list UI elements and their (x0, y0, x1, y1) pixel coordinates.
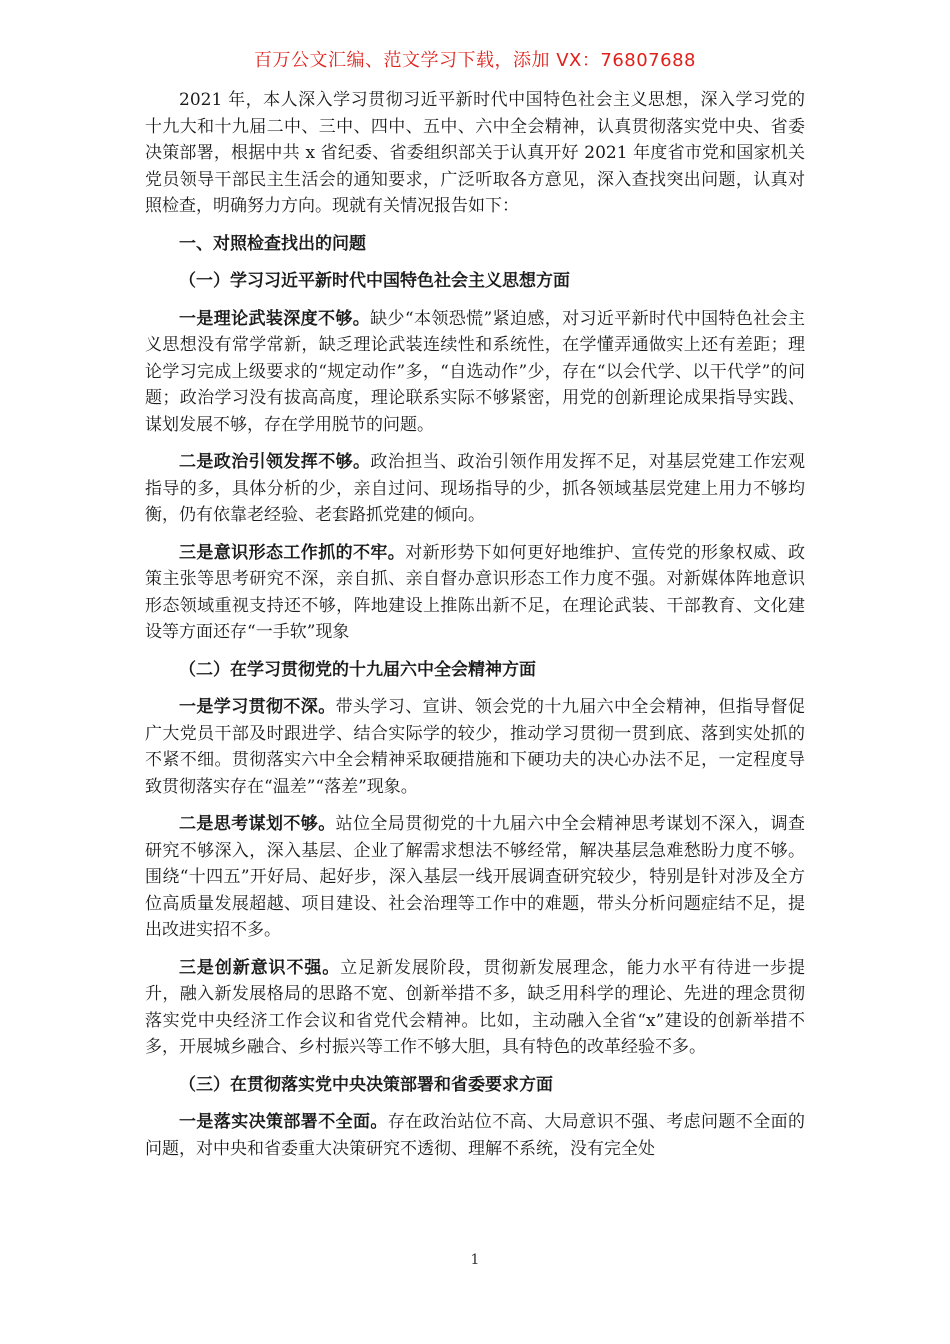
watermark-banner: 百万公文汇编、范文学习下载，添加 VX：76807688 (254, 50, 696, 71)
paragraph-text: 站位全局贯彻党的十九届六中全会精神思考谋划不深入，调查研究不够深入，深入基层、企业了解需求想法不够经常，解决基层急难愁盼力度不够。围绕“十四五”开好局、起好步，深入基层一线开展调查研究较少，特别是针对涉及全方位高质量发展超越、项目建设、社会治理等工作中的难题，带头分析问题症结不足，提出改进实招不多。 (145, 814, 806, 940)
section-heading: 一、对照检查找出的问题 (179, 233, 366, 254)
paragraph-text: 缺少“本领恐慌”紧迫感，对习近平新时代中国特色社会主义思想没有常学常新，缺乏理论武装连续性和系统性，在学懂弄通做实上还有差距；理论学习完成上级要求的“规定动作”多，“自选动作”少，存在“以会代学、以干代学”的问题；政治学习没有拔高高度，理论联系实际不够紧密，用党的创新理论成果指导实践、谋划发展不够，存在学用脱节的问题。 (145, 308, 806, 435)
paragraph-lead: 一是落实决策部署不全面。 (179, 1112, 388, 1132)
document-body (145, 87, 805, 1173)
problem-paragraph (145, 694, 805, 800)
paragraph-lead: 二是思考谋划不够。 (179, 814, 336, 834)
paragraph-text: 立足新发展阶段，贯彻新发展理念，能力水平有待进一步提升，融入新发展格局的思路不宽、创新举措不多，缺乏用科学的理论、先进的理念贯彻落实党中央经济工作会议和省党代会精神。比如，主动融入全省“x”建设的创新举措不多，开展城乡融合、乡村振兴等工作不够大胆，具有特色的改革经验不多。 (145, 957, 806, 1057)
intro-paragraph: 2021 年，本人深入学习贯彻习近平新时代中国特色社会主义思想，深入学习党的十九大和十九届二中、三中、四中、五中、六中全会精神，认真贯彻落实党中央、省委决策部署，根据中共 x 省纪委、省委组织部关于认真开好 2021 年度省市党和国家机关党员领导干部民主生活会的通知要求，广泛听取各方意见，深入查找突出问题，认真对照检查，明确努力方向。现就有关情况报告如下： (145, 90, 805, 216)
paragraph-lead: 一是理论武装深度不够。 (179, 308, 371, 329)
paragraph-text: 带头学习、宣讲、领会党的十九届六中全会精神，但指导督促广大党员干部及时跟进学、结合实际学的较少，推动学习贯彻一贯到底、落到实处抓的不紧不细。贯彻落实六中全会精神采取硬措施和下硬功夫的决心办法不足，一定程度导致贯彻落实存在“温差”“落差”现象。 (145, 697, 806, 797)
paragraph-text: 对新形势下如何更好地维护、宣传党的形象权威、政策主张等思考研究不深，亲自抓、亲自督办意识形态工作力度不强。对新媒体阵地意识形态领域重视支持还不够，阵地建设上推陈出新不足，在理论武装、干部教育、文化建设等方面还存“一手软”现象 (145, 542, 806, 642)
problem-paragraph (145, 955, 805, 1061)
paragraph-lead: 三是创新意识不强。 (179, 957, 341, 978)
paragraph-lead: 三是意识形态工作抓的不牢。 (179, 542, 406, 563)
subsection-heading: （三）在贯彻落实党中央决策部署和省委要求方面 (179, 1074, 553, 1095)
problem-paragraph (145, 449, 805, 529)
problem-paragraph (145, 540, 805, 646)
problem-paragraph (145, 811, 805, 944)
paragraph-lead: 二是政治引领发挥不够。 (179, 452, 371, 472)
subsection-heading: （二）在学习贯彻党的十九届六中全会精神方面 (179, 659, 536, 680)
problem-paragraph (145, 1109, 805, 1162)
paragraph-text: 政治担当、政治引领作用发挥不足，对基层党建工作宏观指导的多，具体分析的少，亲自过问、现场指导的少，抓各领域基层党建上用力不够均衡，仍有依靠老经验、老套路抓党建的倾向。 (145, 452, 806, 525)
problem-paragraph (145, 306, 805, 439)
page-number: 1 (470, 1252, 480, 1268)
subsection-heading: （一）学习习近平新时代中国特色社会主义思想方面 (179, 271, 570, 291)
paragraph-lead: 一是学习贯彻不深。 (179, 697, 336, 717)
paragraph-text: 存在政治站位不高、大局意识不强、考虑问题不全面的问题，对中央和省委重大决策研究不透彻、理解不系统，没有完全处 (145, 1112, 806, 1159)
